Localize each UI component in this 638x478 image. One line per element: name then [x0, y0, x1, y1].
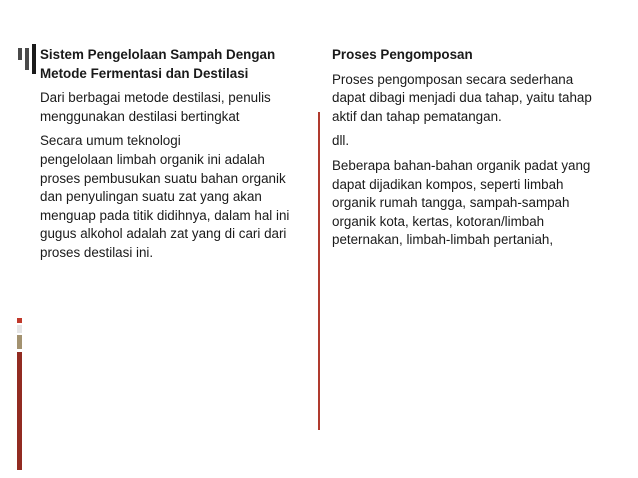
right-column	[332, 46, 602, 256]
left-paragraph-2-body: pengelolaan limbah organik ini adalah proses pembusukan suatu bahan organik dan penyulingan suatu zat yang akan menguap pada titik didihnya, dalam hal ini gugus alkohol adalah zat yang di cari dari proses destilasi ini.	[40, 151, 290, 260]
left-title: Sistem Pengelolaan Sampah Dengan Metode Fermentasi dan Destilasi	[40, 47, 276, 81]
left-paragraph-1: Dari berbagai metode destilasi, penulis menggunakan destilasi bertingkat	[40, 90, 271, 124]
side-accent-tan	[17, 335, 22, 349]
corner-decoration-bar	[25, 48, 29, 70]
column-divider	[318, 112, 320, 430]
side-accent-dot	[17, 318, 22, 323]
right-paragraph-1: Proses pengomposan secara sederhana dapat dibagi menjadi dua tahap, yaitu tahap aktif dan tahap pematangan.	[332, 71, 592, 124]
right-paragraph-2: dll.	[332, 133, 350, 149]
left-paragraph-2	[40, 132, 308, 262]
corner-decoration-bar	[32, 44, 36, 74]
right-title: Proses Pengomposan	[332, 47, 473, 62]
left-paragraph-2-lead: Secara umum teknologi	[40, 133, 181, 149]
left-column	[40, 46, 308, 269]
corner-decoration-bar	[18, 48, 22, 60]
side-accent-gap	[17, 325, 22, 333]
side-accent-bar	[17, 352, 22, 470]
right-paragraph-3: Beberapa bahan-bahan organik padat yang dapat dijadikan kompos, seperti limbah organik rumah tangga, sampah-sampah organik kota, kertas, kotoran/limbah peternakan, limbah-limbah pertaniah,	[332, 157, 591, 248]
